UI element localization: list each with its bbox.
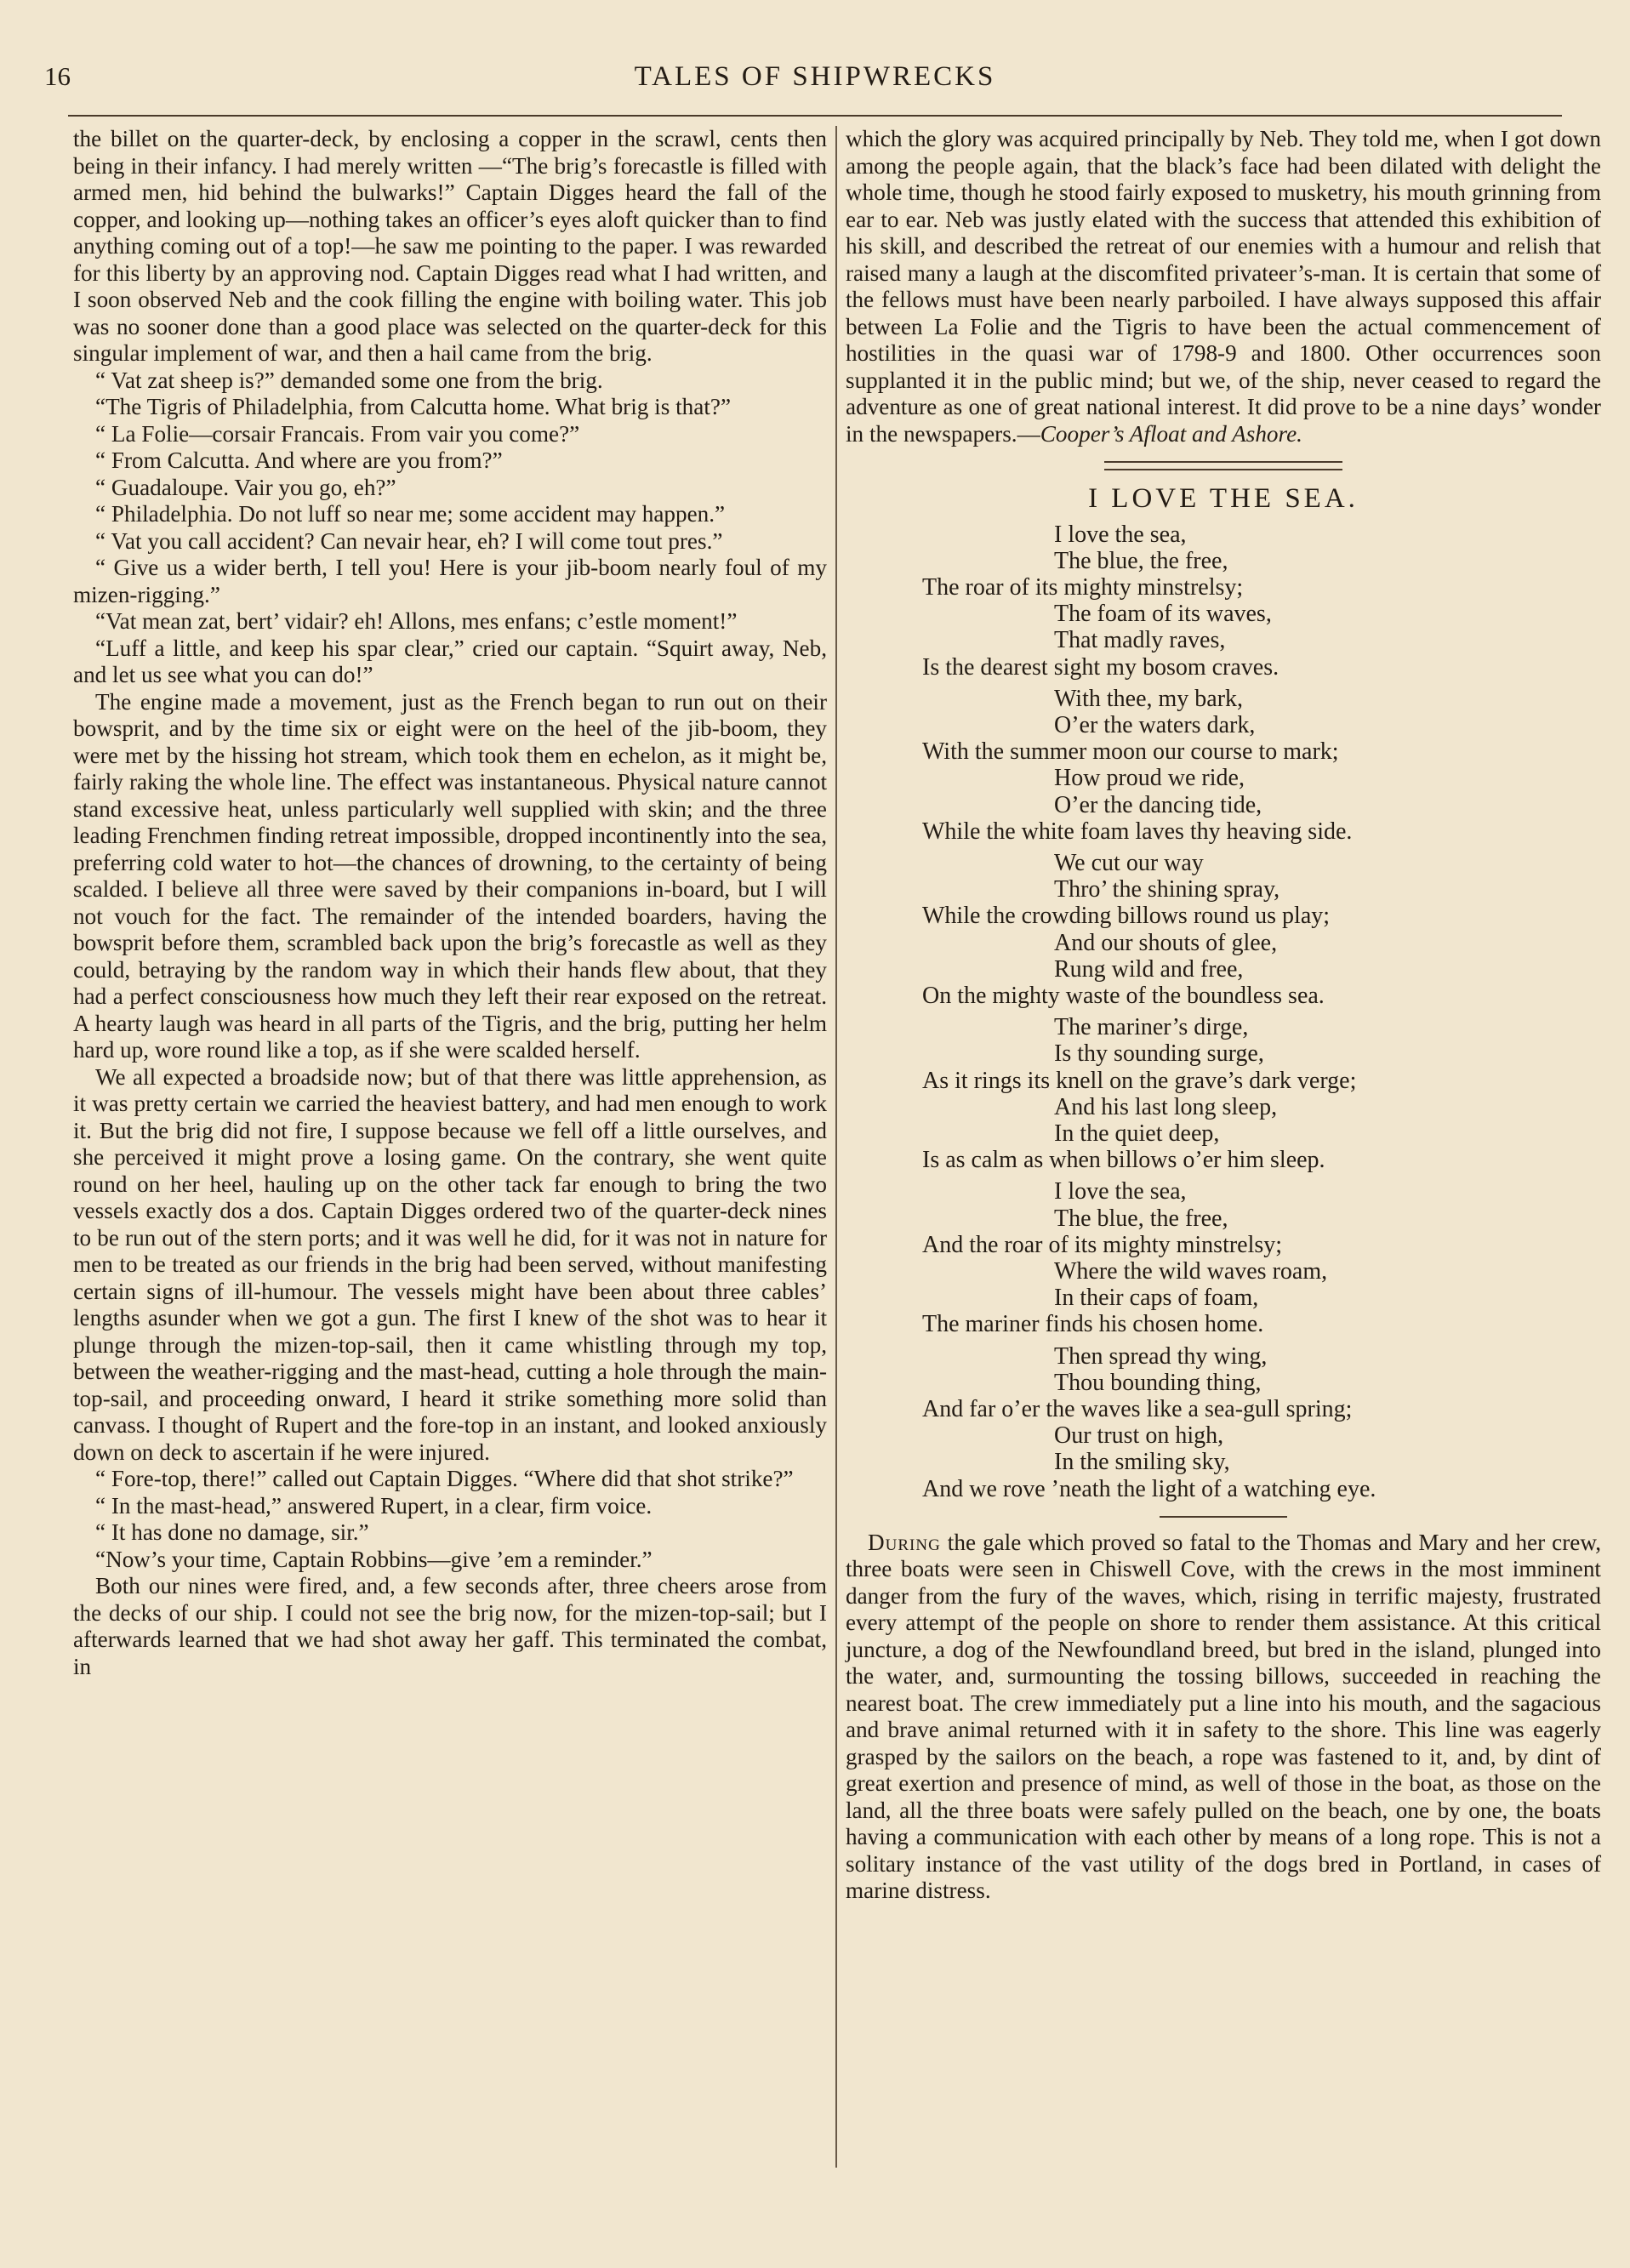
header-rule — [68, 115, 1562, 117]
poem-line: With thee, my bark, — [1054, 685, 1244, 712]
dialogue-line: “ In the mast-head,” answered Rupert, in a clear, firm voice. — [95, 1492, 653, 1519]
poem-line: The blue, the free, — [1054, 1205, 1228, 1232]
poem — [922, 521, 1601, 1502]
poem-line: O’er the dancing tide, — [1054, 791, 1262, 818]
story-paragraph: the billet on the quarter-deck, by enclosing a copper in the scrawl, cents then being in their infancy. I had merely written —“The brig’s forecastle is filled with armed men, hid behind the bulwarks!” Captain Digges heard the fall of the copper, and looking up—nothing takes an officer’s eyes aloft quicker than to find anything coming out of a top!—he saw me pointing to the paper. I was rewarded for this liberty by an approving nod. Captain Digges read what I had written, and I soon observed Neb and the cook filling the engine with boiling water. This job was no sooner done than a good place was selected on the quarter-deck for this singular implement of war, and then a hail came from the brig. — [73, 126, 827, 366]
column-divider — [835, 126, 837, 2168]
dialogue-line: “The Tigris of Philadelphia, from Calcutta home. What brig is that?” — [95, 394, 732, 419]
poem-line: Where the wild waves roam, — [1054, 1257, 1328, 1285]
page-number: 16 — [44, 61, 71, 91]
poem-line: And we rove ’neath the light of a watching eye. — [922, 1475, 1376, 1502]
poem-line: Our trust on high, — [1054, 1422, 1224, 1450]
section-divider — [1104, 461, 1342, 470]
dog-story-lead: During — [868, 1529, 941, 1555]
poem-stanza — [922, 1178, 1601, 1337]
poem-line: And our shouts of glee, — [1054, 929, 1278, 956]
dialogue-line: “ Vat zat sheep is?” demanded some one from the brig. — [95, 367, 603, 393]
poem-stanza — [922, 1014, 1601, 1173]
poem-line: And the roar of its mighty minstrelsy; — [922, 1231, 1283, 1258]
dialogue-line: “ From Calcutta. And where are you from?” — [95, 447, 503, 473]
poem-line: O’er the waters dark, — [1054, 711, 1256, 738]
poem-line: In their caps of foam, — [1054, 1285, 1259, 1312]
poem-line: Is the dearest sight my bosom craves. — [922, 653, 1279, 681]
dialogue-line: “ Philadelphia. Do not luff so near me; some accident may happen.” — [95, 501, 726, 527]
dialogue-line: “ La Folie—corsair Francais. From vair you come?” — [95, 420, 580, 447]
poem-line: While the crowding billows round us play; — [922, 903, 1331, 930]
poem-line: That madly raves, — [1054, 627, 1226, 654]
poem-line: The mariner finds his chosen home. — [922, 1311, 1264, 1338]
poem-stanza — [922, 850, 1601, 1009]
poem-line: Rung wild and free, — [1054, 955, 1244, 983]
poem-line: The blue, the free, — [1054, 547, 1228, 574]
story-continuation — [846, 126, 1601, 447]
left-column — [73, 126, 827, 1680]
attribution: Cooper’s Afloat and Ashore. — [1040, 420, 1302, 447]
poem-stanza — [922, 521, 1601, 681]
poem-line: How proud we ride, — [1054, 765, 1245, 792]
poem-line: In the quiet deep, — [1054, 1120, 1220, 1147]
dog-story-paragraph — [846, 1530, 1601, 1905]
poem-line: In the smiling sky, — [1054, 1449, 1230, 1476]
poem-line: And far o’er the waves like a sea-gull spring; — [922, 1396, 1353, 1422]
dialogue-line: “ Vat you call accident? Can nevair hear, eh? I will come tout pres.” — [95, 527, 723, 554]
poem-line: With the summer moon our course to mark; — [922, 738, 1339, 766]
section-divider — [1160, 1516, 1287, 1518]
dog-story-text: the gale which proved so fatal to the Thomas and Mary and her crew, three boats were seen in Chiswell Cove, with the crews in the most imminent danger from the fury of the waves, which, rising in terrific majesty, frustrated every attempt of the people on shore to render them assistance. At this critical juncture, a dog of the Newfoundland breed, but bred in the island, plunged into the water, and, surmounting the tossing billows, succeeded in reaching the nearest boat. The crew immediately put a line into his mouth, and the sagacious and brave animal returned with it in safety to the shore. This line was eagerly grasped by the sailors on the beach, a rope was fastened to it, and, by dint of great exertion and presence of mind, as well of those in the boat, as those on the land, all the three boats were safely pulled on the beach, one by one, the boats having a communication with each other by means of a long rope. This is not a solitary instance of the vast utility of the dogs bred in Portland, in cases of marine distress. — [846, 1529, 1601, 1904]
dialogue-line: “Vat mean zat, bert’ vidair? eh! Allons, mes enfans; c’estle moment!” — [95, 608, 738, 634]
dialogue-line: “Luff a little, and keep his spar clear,” cried our captain. “Squirt away, Neb, and let us see what you can do!” — [73, 635, 827, 687]
poem-line: Is thy sounding surge, — [1054, 1040, 1264, 1068]
poem-line: And his last long sleep, — [1054, 1093, 1278, 1120]
dialogue-line: “ Give us a wider berth, I tell you! Here is your jib-boom nearly foul of my mizen-rigging.” — [73, 555, 827, 607]
poem-line: Thro’ the shining spray, — [1054, 876, 1280, 903]
poem-line: Thou bounding thing, — [1054, 1369, 1262, 1396]
poem-line: On the mighty waste of the boundless sea. — [922, 982, 1325, 1009]
poem-title: I LOVE THE SEA. — [1088, 483, 1359, 514]
poem-line: The mariner’s dirge, — [1054, 1014, 1249, 1041]
poem-line: I love the sea, — [1054, 521, 1187, 548]
continuation-text: which the glory was acquired principally by Neb. They told me, when I got down among the people again, that the black’s face had been dilated with delight the whole time, though he stood fairly exposed to musketry, his mouth grinning from ear to ear. Neb was justly elated with the success that attended this exhibition of his skill, and described the retreat of our enemies with a humour and relish that raised many a laugh at the discomfited privateer’s-man. It is certain that some of the fellows must have been nearly parboiled. I have always supposed this affair between La Folie and the Tigris to have been the actual commencement of hostilities in the quasi war of 1798-9 and 1800. Other occurrences soon supplanted it in the public mind; but we, of the ship, never ceased to regard the adventure as one of great national interest. It did prove to be a nine days’ wonder in the newspapers.— — [846, 126, 1601, 447]
running-title: TALES OF SHIPWRECKS — [634, 61, 996, 92]
dialogue-line: “Now’s your time, Captain Robbins—give ’em a reminder.” — [95, 1546, 653, 1572]
story-paragraph: The engine made a movement, just as the French began to run out on their bowsprit, and by the time six or eight were on the heel of the jib-boom, they were met by the hissing hot stream, which took them en echelon, as it might be, fairly raking the whole line. The effect was instantaneous. Physical nature cannot stand excessive heat, unless particularly well supplied with skin; and the three leading Frenchmen finding retreat impossible, dropped incontinently into the sea, preferring cold water to hot—the chances of drowning, to the certainty of being scalded. I believe all three were saved by their companions in-board, but I will not vouch for the fact. The remainder of the intended boarders, having the bowsprit before them, scrambled back upon the brig’s forecastle as well as they could, betraying by the random way in which their hands flew about, that they had a perfect consciousness how much they left their rear exposed on the retreat. A hearty laugh was heard in all parts of the Tigris, and the brig, putting her helm hard up, wore round like a top, as if she were scalded herself. — [73, 688, 827, 1063]
poem-line: We cut our way — [1054, 849, 1204, 876]
poem-line: I love the sea, — [1054, 1178, 1187, 1205]
dialogue-line: “ It has done no damage, sir.” — [95, 1519, 369, 1545]
poem-line: Then spread thy wing, — [1054, 1342, 1268, 1370]
poem-line: As it rings its knell on the grave’s dark verge; — [922, 1067, 1357, 1094]
poem-line: The foam of its waves, — [1054, 601, 1272, 628]
story-paragraph: Both our nines were fired, and, a few seconds after, three cheers arose from the decks of our ship. I could not see the brig now, for the mizen-top-sail; but I afterwards learned that we had shot away her gaff. This terminated the combat, in — [73, 1573, 827, 1679]
poem-line: Is as calm as when billows o’er him sleep. — [922, 1147, 1325, 1174]
right-column — [846, 126, 1601, 1905]
poem-line: While the white foam laves thy heaving side. — [922, 818, 1353, 845]
story-paragraph: We all expected a broadside now; but of that there was little apprehension, as it was pretty certain we carried the heaviest battery, and had men enough to work it. But the brig did not fire, I suppose because we fell off a little ourselves, and she perceived it might prove a losing game. On the contrary, she went quite round on her heel, hauling up on the other tack far enough to bring the two vessels exactly dos a dos. Captain Digges ordered two of the quarter-deck nines to be run out of the stern ports; and it was well he did, for it was not in nature for men to be treated as our friends in the brig had been served, without manifesting certain signs of ill-humour. The vessels might have been about three cables’ lengths asunder when we got a gun. The first I knew of the shot was to hear it plunge through the mizen-top-sail, then it came whistling through my top, between the weather-rigging and the mast-head, cutting a hole through the main-top-sail, and proceeding onward, I heard it strike something more solid than canvass. I thought of Rupert and the fore-top in an instant, and looked anxiously down on deck to ascertain if he were injured. — [73, 1063, 827, 1465]
dialogue-line: “ Guadaloupe. Vair you go, eh?” — [95, 474, 396, 500]
dialogue-line: “ Fore-top, there!” called out Captain Digges. “Where did that shot strike?” — [95, 1466, 794, 1491]
poem-stanza — [922, 1343, 1601, 1502]
poem-line: The roar of its mighty minstrelsy; — [922, 573, 1244, 601]
poem-stanza — [922, 686, 1601, 845]
